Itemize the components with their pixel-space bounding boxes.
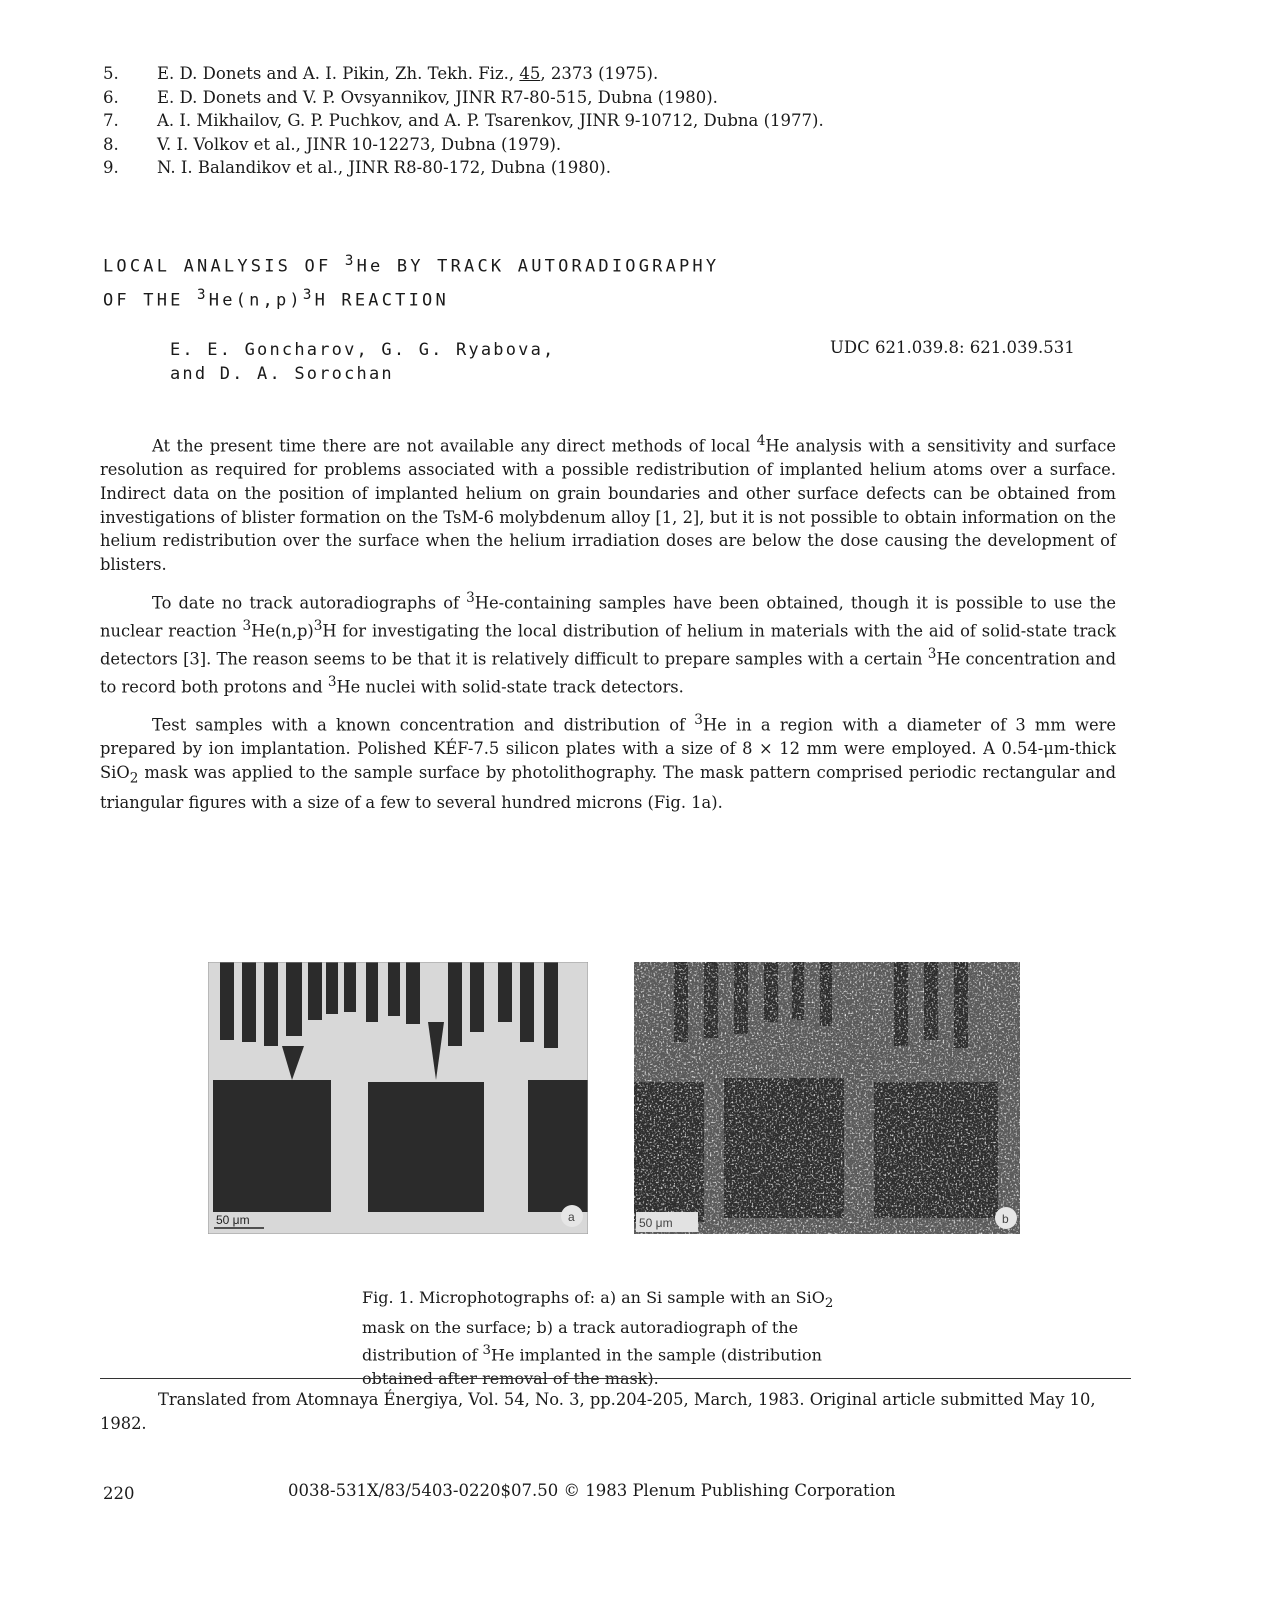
paragraph-2: To date no track autoradiographs of $^3$He-containing samples have been obtained, though it is possible to use the nuclear reaction $^3He(n,p)^3H$ for investigating the local distribution of helium in materials with the aid of solid-state track detectors [3]. The reason seems to be that it is relatively difficult to prepare samples with a certain $^3$He concentration and to record both protons and $^3$He nuclei with solid-state track detectors. <box>100 589 1117 697</box>
scale-bar-label-b: 50 μm <box>639 1216 673 1230</box>
reference-number: 5. <box>103 64 119 83</box>
figure-caption: Fig. 1. Microphotographs of: a) an Si sample with an SiO$_2$ mask on the surface; b) a track autoradiograph of the distribution of $^3$He implanted in the sample (distribution obtained after removal of the mask). <box>362 1288 834 1389</box>
reference-number: 8. <box>103 134 119 154</box>
paragraph-1: At the present time there are not available any direct methods of local $^4$He analysis with a sensitivity and surface resolution as required for problems associated with a possible redistribution of implanted helium atoms over a surface. Indirect data on the position of implanted helium on grain boundaries and other surface defects can be obtained from investigations of blister formation on the TsM-6 molybdenum alloy [1, 2], but it is not possible to obtain information on the helium redistribution over the surface when the helium irradiation doses are below the dose causing the development of blisters. <box>100 433 1116 574</box>
reference-item <box>103 62 1153 86</box>
copyright-line: 0038-531X/83/5403-0220$07.50 © 1983 Plenum Publishing Corporation <box>288 1481 896 1500</box>
panel-label-b: b <box>1002 1212 1009 1226</box>
page-number: 220 <box>103 1484 135 1503</box>
panel-label-a: a <box>568 1210 575 1224</box>
reference-number: 6. <box>103 87 119 107</box>
micrograph-panel-b <box>634 962 1020 1234</box>
reference-text: N. I. Balandikov et al., JINR R8-80-172, Dubna (1980). <box>157 158 611 177</box>
reference-list <box>103 62 1153 180</box>
article-body <box>100 430 1116 825</box>
reference-text: V. I. Volkov et al., JINR 10-12273, Dubna (1979). <box>157 134 562 154</box>
reference-text: A. I. Mikhailov, G. P. Puchkov, and A. P. Tsarenkov, JINR 9-10712, Dubna (1977). <box>157 111 824 130</box>
translation-footnote: Translated from Atomnaya Énergiya, Vol. 54, No. 3, pp.204-205, March, 1983. Original article submitted May 10, 1982. <box>100 1390 1096 1433</box>
reference-volume: 45 <box>519 64 541 83</box>
footnote-divider <box>100 1378 1131 1379</box>
reference-item <box>103 109 1153 133</box>
udc-code: UDC 621.039.8: 621.039.531 <box>830 338 1075 357</box>
reference-text: E. D. Donets and V. P. Ovsyannikov, JINR R7-80-515, Dubna (1980). <box>157 87 718 107</box>
reference-item <box>103 133 1153 157</box>
article-title-line-2: OF THE $^3He(n,p)^3H$ REACTION <box>103 287 449 311</box>
micrograph-panel-a <box>208 962 588 1234</box>
authors: E. E. Goncharov, G. G. Ryabova, and D. A. Sorochan <box>170 340 556 384</box>
reference-item <box>103 86 1153 110</box>
paragraph-3: Test samples with a known concentration and distribution of $^3$He in a region with a diameter of 3 mm were prepared by ion implantation. Polished KÉF-7.5 silicon plates with a size of 8 × 12 mm were employed. A 0.54-μm-thick SiO$_2$ mask was applied to the sample surface by photolithography. The mask pattern comprised periodic rectangular and triangular figures with a size of a few to several hundred microns (Fig. 1a). <box>100 712 1116 812</box>
reference-item <box>103 156 1153 180</box>
scale-bar-label-a: 50 μm <box>216 1213 250 1227</box>
reference-number: 7. <box>103 111 119 130</box>
reference-number: 9. <box>103 158 119 177</box>
article-title-line-1: LOCAL ANALYSIS OF $^3$He BY TRACK AUTORADIOGRAPHY <box>103 253 720 277</box>
reference-text: E. D. Donets and A. I. Pikin, Zh. Tekh. Fiz., 45, 2373 (1975). <box>157 64 659 83</box>
